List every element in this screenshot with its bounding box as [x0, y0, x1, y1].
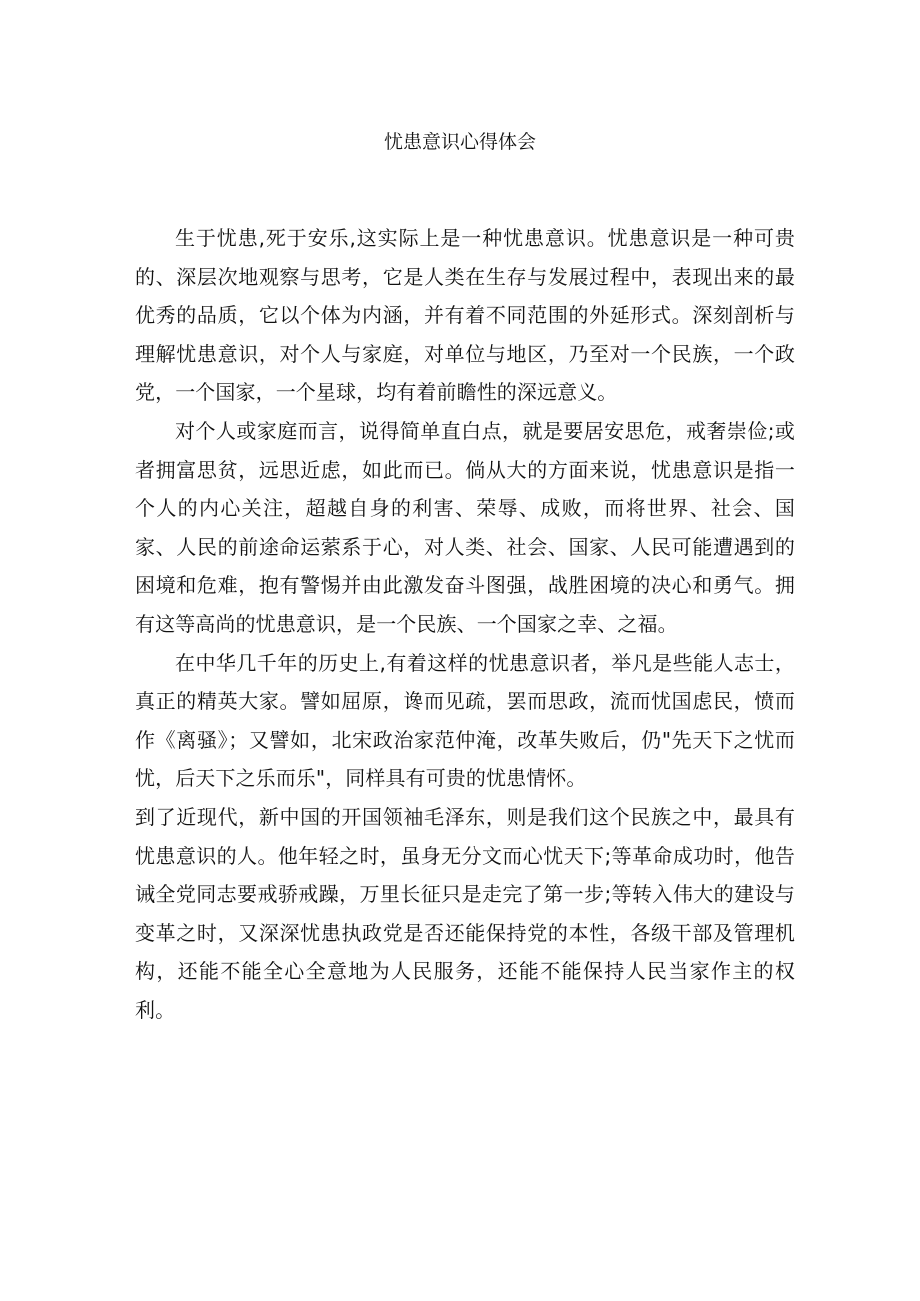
- paragraph-3: 在中华几千年的历史上,有着这样的忧患意识者，举凡是些能人志士，真正的精英大家。譬如屈原，谗而见疏，罢而思政，流而忧国虑民，愤而作《离骚》；又譬如，北宋政治家范仲淹，改革失败后，仍"先天下之忧而忧，后天下之乐而乐"，同样具有可贵的忧患情怀。: [135, 650, 795, 791]
- paragraph-2: 对个人或家庭而言，说得简单直白点，就是要居安思危，戒奢崇俭;或者拥富思贫，远思近虑，如此而已。倘从大的方面来说，忧患意识是指一个人的内心关注，超越自身的利害、荣辱、成败，而将世界、社会、国家、人民的前途命运萦系于心，对人类、社会、国家、人民可能遭遇到的困境和危难，抱有警惕并由此激发奋斗图强，战胜困境的决心和勇气。拥有这等高尚的忧患意识，是一个民族、一个国家之幸、之福。: [135, 418, 795, 636]
- document-title: 忧患意识心得体会: [383, 131, 536, 153]
- document-body: [135, 219, 795, 1029]
- paragraph-4: 到了近现代，新中国的开国领袖毛泽东，则是我们这个民族之中，最具有忧患意识的人。他年轻之时，虽身无分文而心忧天下;等革命成功时，他告诫全党同志要戒骄戒躁，万里长征只是走完了第一步;等转入伟大的建设与变革之时，又深深忧患执政党是否还能保持党的本性，各级干部及管理机构，还能不能全心全意地为人民服务，还能不能保持人民当家作主的权利。: [135, 804, 795, 1022]
- paragraph-1: 生于忧患,死于安乐,这实际上是一种忧患意识。忧患意识是一种可贵的、深层次地观察与思考，它是人类在生存与发展过程中，表现出来的最优秀的品质，它以个体为内涵，并有着不同范围的外延形式。深刻剖析与理解忧患意识，对个人与家庭，对单位与地区，乃至对一个民族，一个政党，一个国家，一个星球，均有着前瞻性的深远意义。: [135, 226, 795, 405]
